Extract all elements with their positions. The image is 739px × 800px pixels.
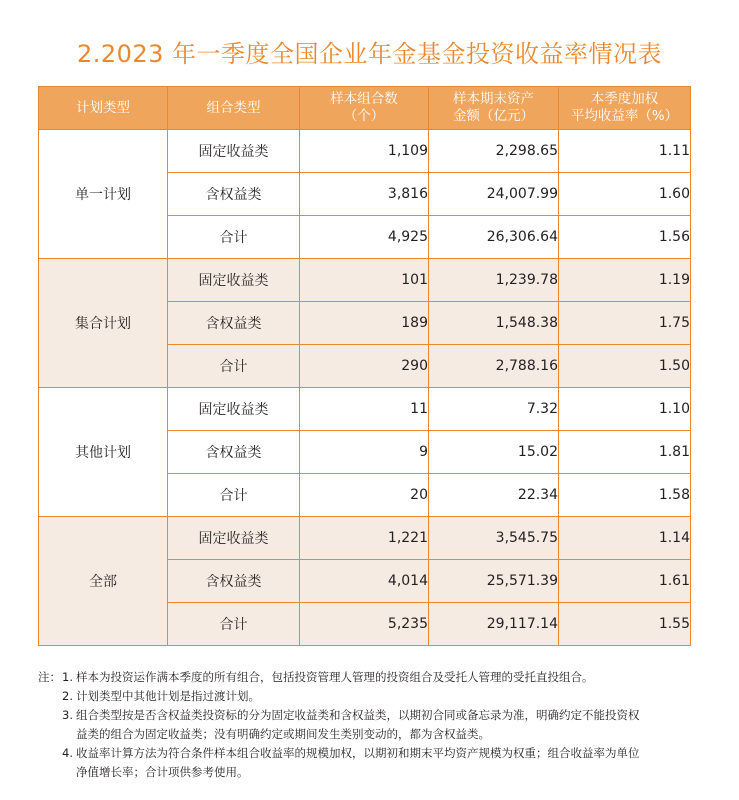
note-line (38, 763, 698, 782)
note-text: 收益率计算方法为符合条件样本组合收益率的规模加权，以期初和期末平均资产规模为权重；组合收益率为单位 (76, 746, 640, 760)
sample-count-cell: 11 (300, 388, 429, 431)
combo-type-cell: 合计 (168, 216, 300, 259)
combo-type-cell: 合计 (168, 603, 300, 646)
sample-count-cell: 4,925 (300, 216, 429, 259)
yield-cell: 1.19 (559, 259, 691, 302)
note-text: 益类的组合为固定收益类；没有明确约定或期间发生类别变动的，都为含权益类。 (76, 727, 490, 741)
combo-type-cell: 固定收益类 (168, 259, 300, 302)
assets-cell: 22.34 (429, 474, 559, 517)
sample-count-cell: 1,109 (300, 130, 429, 173)
note-text: 计划类型中其他计划是指过渡计划。 (76, 689, 260, 703)
sample-count-cell: 189 (300, 302, 429, 345)
header-yield (559, 87, 691, 130)
plan-type-cell: 单一计划 (39, 130, 168, 259)
note-label: 注： (38, 670, 61, 684)
header-assets-line2: 金额（亿元） (453, 108, 534, 124)
header-yield-line2: 平均收益率（%） (570, 108, 679, 124)
sample-count-cell: 3,816 (300, 173, 429, 216)
combo-type-cell: 合计 (168, 345, 300, 388)
header-sample-count-line2: （个） (343, 108, 385, 124)
yield-cell: 1.81 (559, 431, 691, 474)
note-label (38, 706, 62, 725)
assets-cell: 3,545.75 (429, 517, 559, 560)
yield-cell: 1.56 (559, 216, 691, 259)
assets-cell: 29,117.14 (429, 603, 559, 646)
header-assets (429, 87, 559, 130)
combo-type-cell: 含权益类 (168, 173, 300, 216)
yield-cell: 1.11 (559, 130, 691, 173)
plan-type-cell: 集合计划 (39, 259, 168, 388)
combo-type-cell: 合计 (168, 474, 300, 517)
note-number: 3. (62, 708, 73, 722)
yield-cell: 1.58 (559, 474, 691, 517)
yield-cell: 1.14 (559, 517, 691, 560)
note-line (38, 687, 698, 706)
table-row (39, 259, 691, 302)
combo-type-cell: 固定收益类 (168, 517, 300, 560)
sample-count-cell: 4,014 (300, 560, 429, 603)
header-plan-type: 计划类型 (39, 87, 168, 130)
note-number (62, 763, 76, 782)
table-row (39, 517, 691, 560)
sample-count-cell: 290 (300, 345, 429, 388)
yield-cell: 1.61 (559, 560, 691, 603)
combo-type-cell: 固定收益类 (168, 130, 300, 173)
sample-count-cell: 5,235 (300, 603, 429, 646)
note-text: 净值增长率；合计项供参考使用。 (76, 765, 249, 779)
sample-count-cell: 101 (300, 259, 429, 302)
header-sample-count-line1: 样本组合数 (330, 91, 398, 107)
note-label (38, 763, 62, 782)
note-line (38, 725, 698, 744)
header-assets-line1: 样本期末资产 (453, 91, 534, 107)
yield-cell: 1.60 (559, 173, 691, 216)
note-line (38, 706, 698, 725)
note-label (38, 687, 62, 706)
table-row (39, 130, 691, 173)
assets-cell: 15.02 (429, 431, 559, 474)
note-number: 1. (62, 670, 73, 684)
assets-cell: 24,007.99 (429, 173, 559, 216)
yield-cell: 1.50 (559, 345, 691, 388)
assets-cell: 26,306.64 (429, 216, 559, 259)
note-label (38, 725, 62, 744)
assets-cell: 7.32 (429, 388, 559, 431)
yield-cell: 1.75 (559, 302, 691, 345)
assets-cell: 1,239.78 (429, 259, 559, 302)
assets-cell: 2,298.65 (429, 130, 559, 173)
note-number (62, 725, 76, 744)
page-title: 2.2023 年一季度全国企业年金基金投资收益率情况表 (76, 40, 663, 68)
note-label (38, 744, 62, 763)
assets-cell: 1,548.38 (429, 302, 559, 345)
combo-type-cell: 含权益类 (168, 431, 300, 474)
plan-type-cell: 其他计划 (39, 388, 168, 517)
note-number: 4. (62, 746, 73, 760)
table-row (39, 388, 691, 431)
header-yield-line1: 本季度加权 (590, 91, 659, 107)
yield-cell: 1.10 (559, 388, 691, 431)
header-row (39, 87, 691, 130)
notes-section (38, 668, 698, 782)
header-sample-count (300, 87, 429, 130)
sample-count-cell: 9 (300, 431, 429, 474)
combo-type-cell: 含权益类 (168, 302, 300, 345)
sample-count-cell: 1,221 (300, 517, 429, 560)
yield-cell: 1.55 (559, 603, 691, 646)
header-combo-type: 组合类型 (168, 87, 300, 130)
note-text: 组合类型按是否含权益类投资标的分为固定收益类和含权益类，以期初合同或备忘录为准，明确约定不能投资权 (76, 708, 640, 722)
assets-cell: 2,788.16 (429, 345, 559, 388)
note-text: 样本为投资运作满本季度的所有组合，包括投资管理人管理的投资组合及受托人管理的受托直投组合。 (76, 670, 594, 684)
note-line (38, 668, 698, 687)
plan-type-cell: 全部 (39, 517, 168, 646)
note-line (38, 744, 698, 763)
yield-table (38, 86, 691, 646)
combo-type-cell: 含权益类 (168, 560, 300, 603)
sample-count-cell: 20 (300, 474, 429, 517)
combo-type-cell: 固定收益类 (168, 388, 300, 431)
note-number: 2. (62, 689, 73, 703)
assets-cell: 25,571.39 (429, 560, 559, 603)
